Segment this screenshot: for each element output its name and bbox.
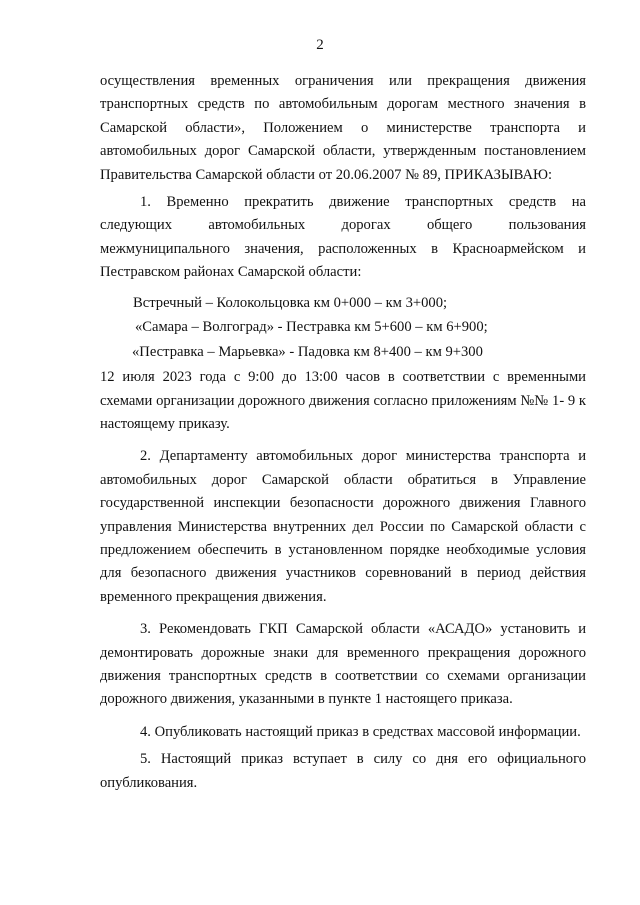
road-item: Встречный – Колокольцовка км 0+000 – км 3+000; — [133, 294, 448, 311]
page-number: 2 — [316, 37, 324, 53]
road-item: «Пестравка – Марьевка» - Падовка км 8+400 – км 9+300 — [132, 343, 483, 360]
item-4-paragraph: 4. Опубликовать настоящий приказ в средствах массовой информации. — [140, 723, 581, 740]
item-2-paragraph: 2. Департаменту автомобильных дорог министерства транспорта и автомобильных дорог Самарской области обратиться в Управление государственной инспекции безопасности дорожного движения Главного управления Министерства внутренних дел России по Самарской области с предложением обеспечить в установленном порядке необходимые условия для безопасного движения участников соревнований в период действия временного прекращения движения. — [100, 448, 586, 605]
document-body — [100, 70, 586, 795]
intro-paragraph: осуществления временных ограничения или прекращения движения транспортных средств по автомобильным дорогам местного значения в Самарской области», Положением о министерстве транспорта и автомобильных дорог Самарской области, утвержденным постановлением Правительства Самарской области от 20.06.2007 № 89, ПРИКАЗЫВАЮ: — [100, 73, 586, 183]
item-5-paragraph: 5. Настоящий приказ вступает в силу со дня его официального опубликования. — [100, 751, 586, 791]
item-3-paragraph: 3. Рекомендовать ГКП Самарской области «АСАДО» установить и демонтировать дорожные знаки для временного прекращения дорожного движения транспортных средств в соответствии со схемами организации дорожного движения, указанными в пункте 1 настоящего приказа. — [100, 621, 586, 708]
schedule-paragraph: 12 июля 2023 года с 9:00 до 13:00 часов в соответствии с временными схемами организации дорожного движения согласно приложениям №№ 1- 9 к настоящему приказу. — [100, 369, 586, 432]
road-item: «Самара – Волгоград» - Пестравка км 5+600 – км 6+900; — [135, 319, 488, 336]
item-1-paragraph: 1. Временно прекратить движение транспортных средств на следующих автомобильных дорогах общего пользования межмуниципального значения, расположенных в Красноармейском и Пестравском районах Самарской области: — [100, 194, 586, 281]
road-list — [100, 291, 586, 365]
